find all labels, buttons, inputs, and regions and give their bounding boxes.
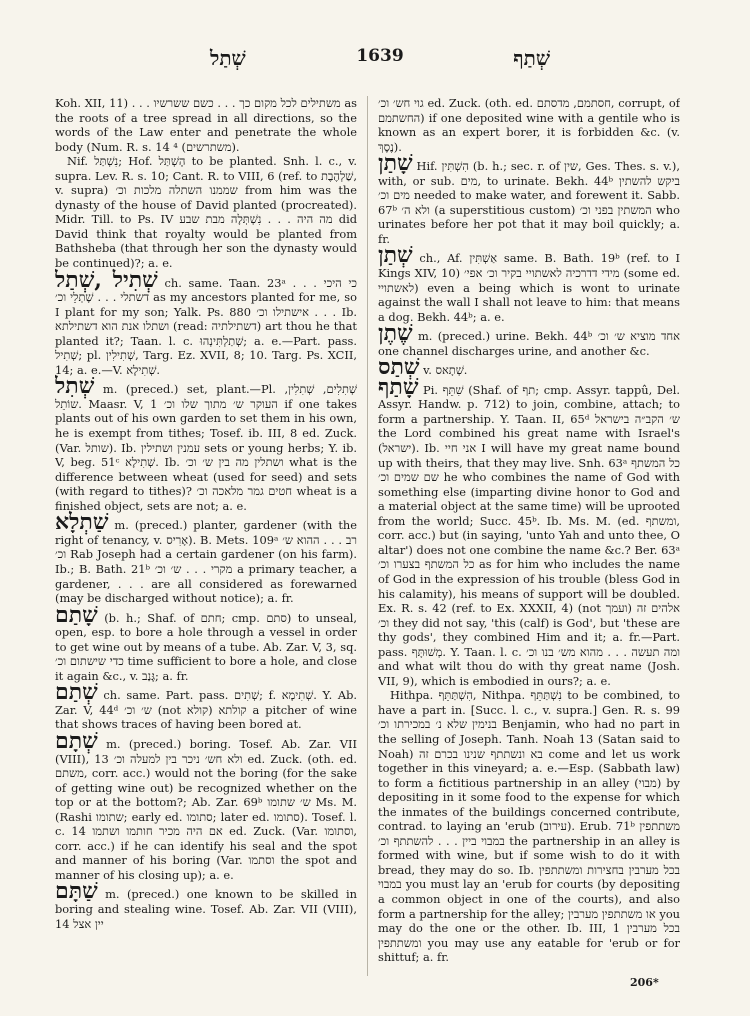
entry-text: Hif. הִשְׁתִּין (b. h.; sec. r. of שין, Ges. Thes. s. v.), with, or sub. מים, to urinate. Bekh. 44ᵇ ביקש להשתין מים וכ׳ needed to make water, and forewent it. Sabb. 67ᵇ ולא ה׳ (a superstitious custom) המשתין בפני וכ׳ who urinates before her pot that it may boil quickly; a. fr. — [378, 159, 680, 246]
dictionary-entry — [378, 150, 680, 246]
left-column — [55, 96, 357, 976]
dictionary-entry — [55, 679, 357, 732]
entry-text: ch. same. Part. pass. שְׁתִים; f. שְׁתִימָא. Y. Ab. Zar. V, 44ᵈ ש׳ וכ׳ (not קולא) קולתא a pitcher of wine that shows traces of having been bored at. — [55, 688, 357, 732]
entry-headword: שְׁתַס — [378, 354, 420, 381]
page-header — [70, 40, 690, 70]
entry-text: Pi. שִׁתֵּף (Shaf. of תף; cmp. Assyr. tappû, Del. Assyr. Handw. p. 712) to join, combine, attach; to form a partnership. Y. Taan. II, 65ᵈ ש׳ הקב״ה בישראל the Lord combined his great name with Israel's (ישראל). Ib. אני חיי I will have my great name bound up with theirs, that they may live. Snh. 63ᵃ כל המשתף שם שמים וכ׳ he who combines the name of God with something else (imparting divine honor to God and a material object at the same time) will be uprooted from the world; Succ. 45ᵇ. Ib. Ms. M. (ed. ומשתף, corr. acc.) but (in saying, 'unto Yah and unto thee, O altar') does not one combine the name &c.? Ber. 63ᵃ כל המשתף בצערו וכ׳ as for him who includes the name of God in the expression of his trouble (bless God in his calamity), his means of support will be doubled. Ex. R. s. 42 (ref. to Ex. XXXII, 4) (not ועמך) אלהים זה וכ׳ they did not say, 'this (calf) is God', but 'these are thy gods', they combined Him and it; a. fr.—Part. pass. מְשׁוּתָּף. Y. Taan. l. c. ומה תעשה . . . מהוא מש׳ בנו וכ׳ and what wilt thou do with thy great name (Josh. VII, 9), which is embodied in ours?; a. e. — [378, 382, 680, 688]
dictionary-entry — [55, 601, 357, 684]
entry-text: m. (preced.) set, plant.—Pl. שְׁתִלִים, שְׁתִלִין, שוֹתֵל. Maasr. V, 1 העוקר ש׳ מתוך שלו וכ׳ if one takes plants out of his own garden to set them in his own, he is exempt from tithes; Tosef. ib. III, 8 ed. Zuck. (Var. שותל). Ib. עמנין ושתילין sets or young herbs; Y. ib. V, beg. 51ᶜ שְׁתִילָא. Ib. ושתלין מה בין ש׳ וכ׳ what is the difference between wheat (used for seed) and sets (with regard to tithes)? חטים גמר מלאכה וכ׳ wheat is a finished object, sets are not; a. e. — [55, 382, 357, 513]
column-divider — [367, 96, 368, 976]
dictionary-entry — [378, 242, 680, 324]
entry-headword: שְׁתַם — [55, 679, 98, 706]
dictionary-entry — [378, 373, 680, 688]
entry-text: m. (preced.) one known to be skilled in boring and stealing wine. Tosef. Ab. Zar. VII (VIII), 14 יין אצל — [55, 887, 357, 931]
running-head-left: שְׁתַל — [210, 46, 246, 70]
right-column — [378, 96, 680, 976]
entry-headword: שָׁתַם — [55, 601, 98, 628]
running-head-right: שְׁתַף — [513, 46, 550, 70]
signature-mark: 206* — [630, 976, 659, 989]
entry-headword: שַׁתְלָא — [55, 509, 109, 536]
entry-text: ch., Af. אַשְׁתִּין same. B. Bath. 19ᵇ (ref. to I Kings XIV, 10) מידי דדרכיה לאשתויי בקיר וכ׳ אפי׳ (some ed. לאשתויי) even a being which is wont to urinate against the wall I shall not leave to him: that means a dog. Bekh. 44ᵇ; a. e. — [378, 251, 680, 324]
dictionary-entry — [55, 727, 357, 882]
continued-paragraph: גוי חש׳ וכ׳ ed. Zuck. (oth. ed. חסתמם, מדסתם, corrupt, of החשתמם) if one deposited wine with a gentile who is known as an expert borer, it is forbidden &c. (v. נֶסֶךְ). — [378, 96, 680, 154]
entry-headword: שָׁתַף — [378, 373, 419, 400]
entry-headword: שֶׁתֶן — [378, 320, 413, 347]
dictionary-entry — [55, 266, 357, 378]
dictionary-entry — [378, 354, 680, 381]
entry-headword: שְׁתָם — [55, 727, 98, 754]
entry-text: m. (preced.) boring. Tosef. Ab. Zar. VII (VIII), 13 ולא חש׳ ניכר בין למעלה וכ׳ ed. Zuck. (oth. ed. משתם, corr. acc.) would not the boring (for the sake of getting wine out) be recognized whether on the top or at the bottom?; Ab. Zar. 69ᵇ ש׳ שתומו Ms. M. (Rashi שתומו; early ed. סתומו; later ed. סתומו). Tosef. l. c. 14 אם היה מכיר חותמו ושתמו ed. Zuck. (Var. וסתומו, corr. acc.) if he can identify his seal and the spot and manner of his boring (Var. וסתמו the spot and manner of his closing up); a. e. — [55, 736, 357, 882]
entry-text: ch. same. Taan. 23ᵃ . . . כי היכי דשתלי . . . שָׁתְלֵי וכ׳ as my ancestors planted for me, so I plant for my son; Yalk. Ps. 880 אישתילו וכ׳ . . . Ib. ושתלו אנת הוא דשתילתא (read: דשתילתיה) art thou he that planted it?; Taan. l. c. שְׁתַלְתִּינְהוּ; a. e.—Part. pass. שְׁתִיל; pl. שְׁתִילִין, Targ. Ez. XVII, 8; 10. Targ. Ps. XCII, 14; a. e.—V. שְׁתִילָא. — [55, 275, 357, 377]
paragraph: Hithpa. הִשְׁתַּתֵּף, Nithpa. נִשְׁתַּתֵּף to be combined, to have a part in. [Succ. l. c., v. supra.] Gen. R. s. 99 בנימין שלא נ׳ במכירתו וכ׳ Benjamin, who had no part in the selling of Joseph. Tanh. Noah 13 (Satan said to Noah) בא ונשתתף שנינו בכרם זה come and let us work together in this vineyard; a. e.—Esp. (Sabbath law) to form a fictitious partnership in an alley (מבוי) by depositing in it some food to the expense for which the inmates of the buildings concerned contribute, contrad. to laying an 'erub (עירוב). Erub. 71ᵇ משתתפין במבוי ביין . . . להשתתף וכ׳ the partnership in an alley is formed with wine, but if some wish to do it with bread, they may do so. Ib. בכל מערבין בחצירות ומשתתפין במבוי you must lay an 'erub for courts (by depositing a common object in one of the courts), and also form a partnership for the alley; או משתתפין מערבין you may do the one or the other. Ib. III, 1 בכל מערבין ומשתתפין you may use any eatable for 'erub or for shittuf; a. fr. — [378, 688, 680, 965]
entry-text: v. שְׁתָאס. — [419, 363, 468, 378]
paragraph: Nif. נִשְׁתַּל; Hof. הָשְׁתַּל to be planted. Snh. l. c., v. supra. Lev. R. s. 10; Cant. R. to VIII, 6 (ref. to שַׁלְהֶבֶת, v. supra) שממנו השתלה מלכות וכ׳ from him was the dynasty of the house of David planted (procreated). Midr. Till. to Ps. IV מה היה . . . נִשְׁתְּלָה מבת שבע did David think that royalty would be planted from Bathsheba (that through her son the dynasty would be continued)?; a. e. — [55, 154, 357, 271]
entry-headword: שְׁתִל — [55, 373, 95, 400]
entry-text: m. (preced.) planter, gardener (with the right of tenancy, v. אָרִיס). B. Mets. 109ᵃ רב . . . ההוא ש׳ וכ׳ Rab Joseph had a certain gardener (on his farm). Ib.; B. Bath. 21ᵇ מקרי . . . ש׳ וכ׳ a primary teacher, a gardener, . . . are all considered as forewarned (may be discharged without notice); a. fr. — [55, 518, 357, 606]
page-number: 1639 — [356, 46, 404, 66]
dictionary-entry — [55, 878, 357, 931]
dictionary-entry — [378, 320, 680, 358]
entry-text: m. (preced.) urine. Bekh. 44ᵇ אחד מוציא ש׳ וכ׳ one channel discharges urine, and another &c. — [378, 329, 680, 358]
continued-paragraph: Koh. XII, 11) . . . משתילים לכל מקום כך . . . כשם ששרשיו as the roots of a tree spread in all directions, so the words of the Law enter and penetrate the whole body (Num. R. s. 14 ⁴ (משתרשים). — [55, 96, 357, 154]
entry-text: (b. h.; Shaf. of חתם; cmp. סתם) to unseal, open, esp. to bore a hole through a vessel in order to get wine out by means of a tube. Ab. Zar. V, 3, sq. כדי שישתום וכ׳ time sufficient to bore a hole, and close it again &c., v. גָּנַב; a. fr. — [55, 610, 357, 683]
entry-headword: שְׁתִיל ,שְׁתַל — [55, 266, 158, 293]
dictionary-entry — [55, 509, 357, 606]
dictionary-entry — [55, 373, 357, 513]
entry-headword: שְׁתַן — [378, 242, 413, 269]
entry-headword: שַׁתָּם — [55, 878, 98, 905]
entry-headword: שָׁתַן — [378, 150, 413, 177]
